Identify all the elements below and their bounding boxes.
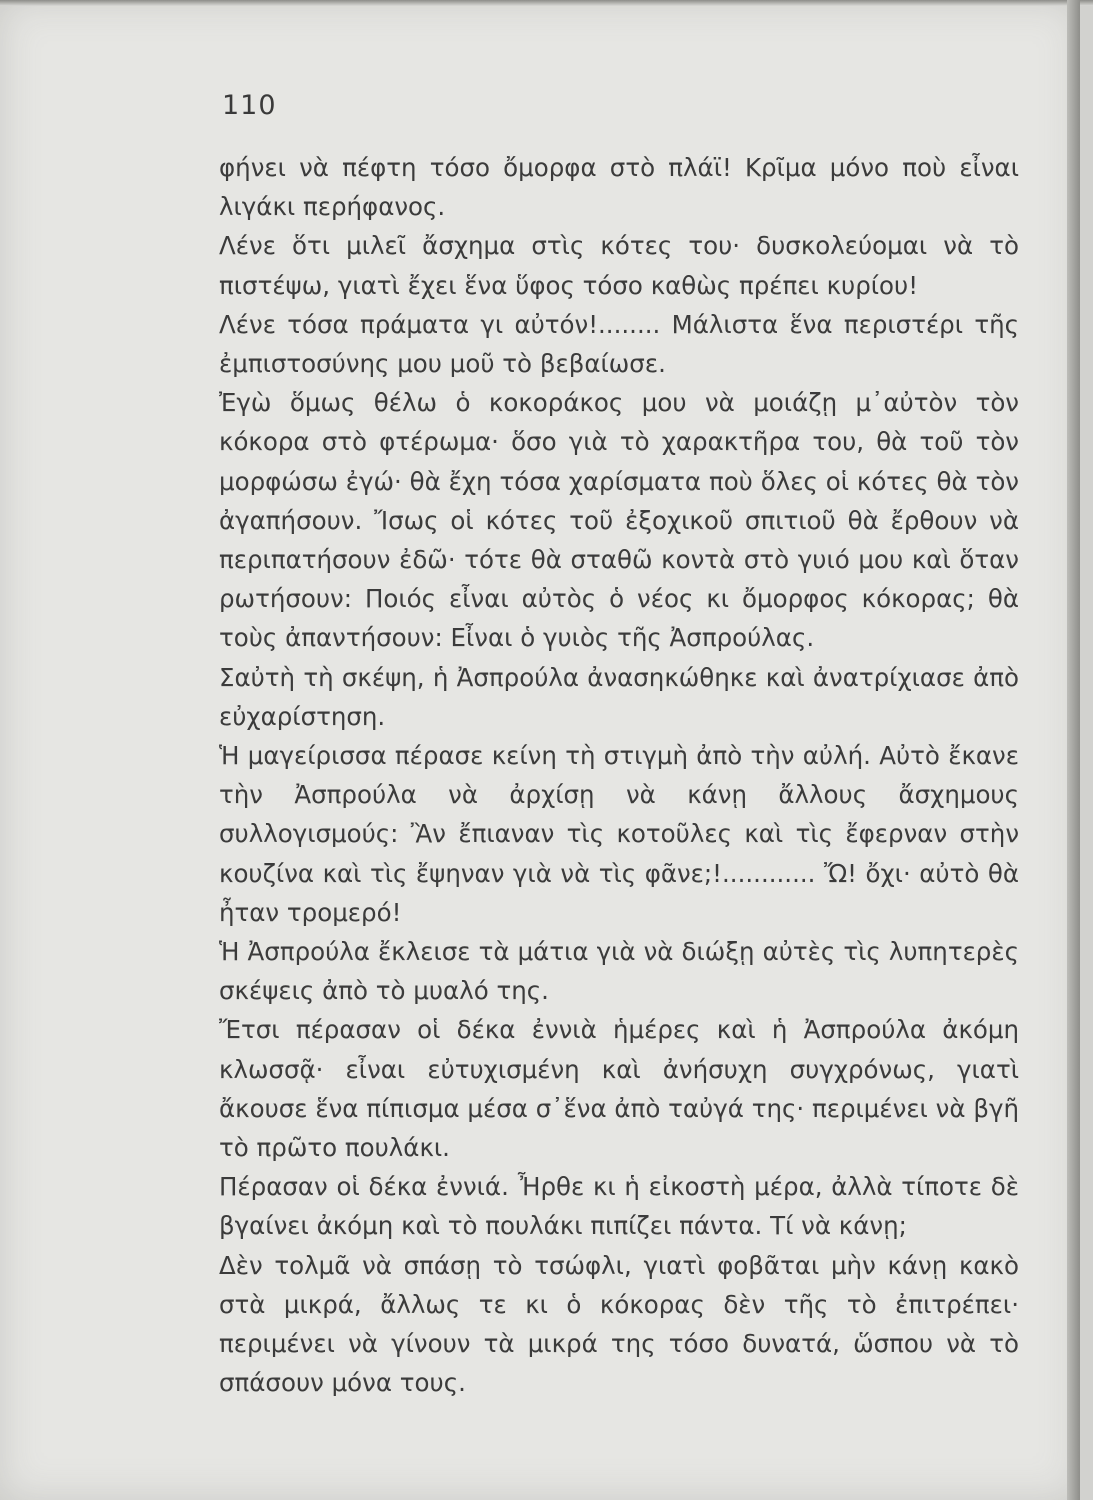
page-number: 110 [222, 90, 277, 121]
page-binding-edge [1067, 0, 1080, 1500]
paragraph: Δὲν τολμᾶ νὰ σπάσῃ τὸ τσώφλι, γιατὶ φοβᾶται μὴν κάνῃ κακὸ στὰ μικρά, ἄλλως τε κι ὁ κόκορας δὲν τῆς τὸ ἐπιτρέπει· περιμένει νὰ γίνουν τὰ μικρά της τόσο δυνατά, ὥσπου νὰ τὸ σπάσουν μόνα τους. [219, 1250, 1019, 1398]
paragraph: φήνει νὰ πέφτη τόσο ὄμορφα στὸ πλάϊ! Κρῖμα μόνο ποὺ εἶναι λιγάκι περήφανος. [219, 153, 1019, 222]
body-text [219, 148, 1019, 1403]
paragraph: Ἔτσι πέρασαν οἱ δέκα ἐννιὰ ἡμέρες καὶ ἡ Ἀσπρούλα ἀκόμη κλωσσᾷ· εἶναι εὐτυχισμένη καὶ ἀνήσυχη συγχρόνως, γιατὶ ἄκουσε ἕνα πίπισμα μέσα σ᾽ἕνα ἀπὸ ταὐγά της· περιμένει νὰ βγῆ τὸ πρῶτο πουλάκι. [219, 1015, 1019, 1163]
page-top-edge [0, 0, 1093, 6]
paragraph: Λένε ὅτι μιλεῖ ἄσχημα στὶς κότες του· δυσκολεύομαι νὰ τὸ πιστέψω, γιατὶ ἔχει ἕνα ὕφος τόσο καθὼς πρέπει κυρίου! [219, 231, 1019, 300]
paragraph: Ἐγὼ ὅμως θέλω ὁ κοκοράκος μου νὰ μοιάζῃ μ᾽αὐτὸν τὸν κόκορα στὸ φτέρωμα· ὅσο γιὰ τὸ χαρακτῆρα του, θὰ τοῦ τὸν μορφώσω ἐγώ· θὰ ἔχη τόσα χαρίσματα ποὺ ὅλες οἱ κότες θὰ τὸν ἀγαπήσουν. Ἴσως οἱ κότες τοῦ ἐξοχικοῦ σπιτιοῦ θὰ ἔρθουν νὰ περιπατήσουν ἐδῶ· τότε θὰ σταθῶ κοντὰ στὸ γυιό μου καὶ ὅταν ρωτήσουν: Ποιός εἶναι αὐτὸς ὁ νέος κι ὄμορφος κόκορας; θὰ τοὺς ἀπαντήσουν: Εἶναι ὁ γυιὸς τῆς Ἀσπρούλας. [219, 388, 1019, 653]
paragraph: Ἡ μαγείρισσα πέρασε κείνη τὴ στιγμὴ ἀπὸ τὴν αὐλή. Αὐτὸ ἔκανε τὴν Ἀσπρούλα νὰ ἀρχίσῃ νὰ κάνῃ ἄλλους ἄσχημους συλλογισμούς: Ἂν ἔπιαναν τὶς κοτοῦλες καὶ τὶς ἔφερναν στὴν κουζίνα καὶ τὶς ἔψηναν γιὰ νὰ τὶς φᾶνε;!............ Ὤ! ὄχι· αὐτὸ θὰ ἦταν τρομερό! [219, 741, 1019, 927]
paragraph: Ἡ Ἀσπρούλα ἔκλεισε τὰ μάτια γιὰ νὰ διώξῃ αὐτὲς τὶς λυπητερὲς σκέψεις ἀπὸ τὸ μυαλό της. [219, 937, 1019, 1006]
paragraph: Σαὐτὴ τὴ σκέψη, ἡ Ἀσπρούλα ἀνασηκώθηκε καὶ ἀνατρίχιασε ἀπὸ εὐχαρίστηση. [219, 662, 1019, 731]
paragraph: Λένε τόσα πράματα γι αὐτόν!........ Μάλιστα ἕνα περιστέρι τῆς ἐμπιστοσύνης μου μοῦ τὸ βεβαίωσε. [219, 309, 1019, 379]
paragraph: Πέρασαν οἱ δέκα ἐννιά. Ἦρθε κι ἡ εἰκοστὴ μέρα, ἀλλὰ τίποτε δὲ βγαίνει ἀκόμη καὶ τὸ πουλάκι πιπίζει πάντα. Τί νὰ κάνῃ; [219, 1172, 1019, 1241]
